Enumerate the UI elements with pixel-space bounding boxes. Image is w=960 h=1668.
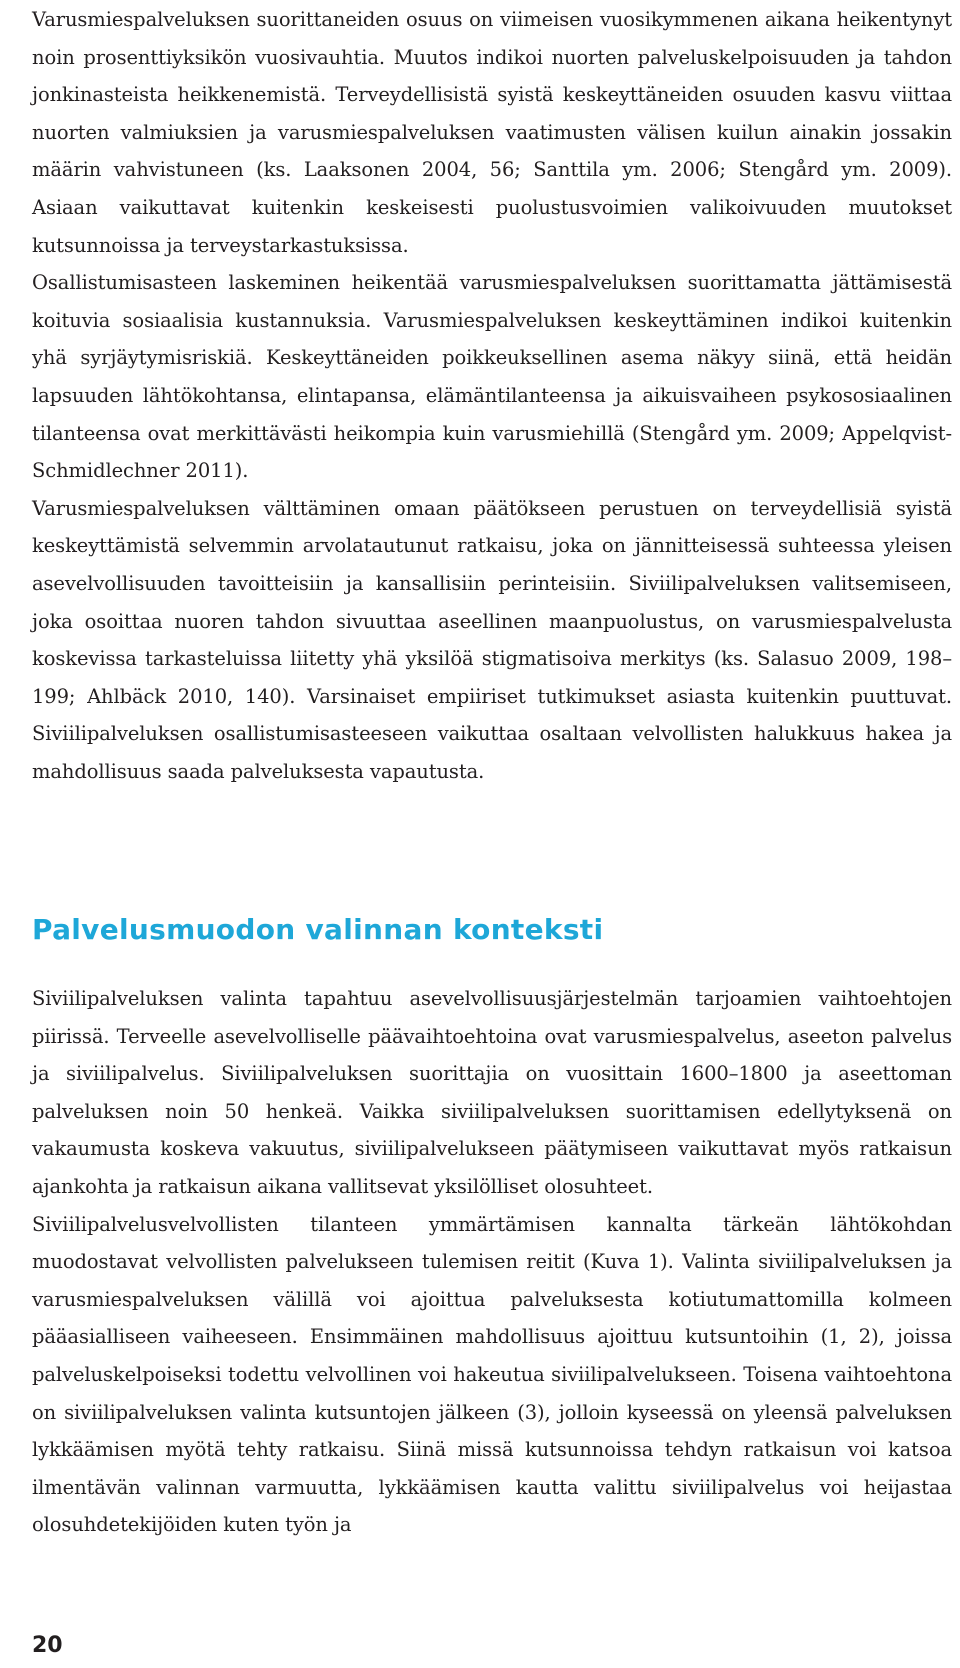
page-number: 20 bbox=[32, 1633, 63, 1658]
body-paragraph: Siviilipalvelusvelvollisten tilanteen ymmärtämisen kannalta tärkeän lähtökohdan muodostavat velvollisten palvelukseen tulemisen reitit (Kuva 1). Valinta siviilipalveluksen ja varusmiespalveluksen välillä voi ajoittua palveluksesta kotiutumattomilla kolmeen pääasialliseen vaiheeseen. Ensimmäinen mahdollisuus ajoittuu kutsuntoihin (1, 2), joissa palveluskelpoiseksi todettu velvollinen voi hakeutua siviilipalvelukseen. Toisena vaihtoehtona on siviilipalveluksen valinta kutsuntojen jälkeen (3), jolloin kyseessä on yleensä palveluksen lykkäämisen myötä tehty ratkaisu. Siinä missä kutsunnoissa tehdyn ratkaisun voi katsoa ilmentävän valinnan varmuutta, lykkäämisen kautta valittu siviilipalvelus voi heijastaa olosuhdetekijöiden kuten työn ja bbox=[32, 1212, 952, 1537]
body-paragraph: Siviilipalveluksen valinta tapahtuu asevelvollisuusjärjestelmän tarjoamien vaihtoehtojen piirissä. Terveelle asevelvolliselle päävaihtoehtoina ovat varusmiespalvelus, aseeton palvelus ja siviilipalvelus. Siviilipalveluksen suorittajia on vuosittain 1600–1800 ja aseettoman palveluksen noin 50 henkeä. Vaikka siviilipalveluksen suorittamisen edellytyksenä on vakaumusta koskeva vakuutus, siviilipalvelukseen päätymiseen vaikuttavat myös ratkaisun ajankohta ja ratkaisun aikana vallitsevat yksilölliset olosuhteet. bbox=[32, 987, 952, 1198]
body-paragraph: Osallistumisasteen laskeminen heikentää varusmiespalveluksen suorittamatta jättämisestä koituvia sosiaalisia kustannuksia. Varusmiespalveluksen keskeyttäminen indikoi kuitenkin yhä syrjäytymisriskiä. Keskeyttäneiden poikkeuksellinen asema näkyy siinä, että heidän lapsuuden lähtökohtansa, elintapansa, elämäntilanteensa ja aikuisvaiheen psykososiaalinen tilanteensa ovat merkittävästi heikompia kuin varusmiehillä (Stengård ym. 2009; Appelqvist-Schmidlechner 2011). bbox=[32, 271, 952, 483]
body-paragraph: Varusmiespalveluksen välttäminen omaan päätökseen perustuen on terveydellisiä syistä keskeyttämistä selvemmin arvolatautunut ratkaisu, joka on jännitteisessä suhteessa yleisen asevelvollisuuden tavoitteisiin ja kansallisiin perinteisiin. Siviilipalveluksen valitsemiseen, joka osoittaa nuoren tahdon sivuuttaa aseellinen maanpuolustus, on varusmiespalvelusta koskevissa tarkasteluissa liitetty yhä yksilöä stigmatisoiva merkitys (ks. Salasuo 2009, 198–199; Ahlbäck 2010, 140). Varsinaiset empiiriset tutkimukset asiasta kuitenkin puuttuvat. Siviilipalveluksen osallistumisasteeseen vaikuttaa osaltaan velvollisten halukkuus hakea ja mahdollisuus saada palveluksesta vapautusta. bbox=[32, 496, 952, 783]
body-paragraph: Varusmiespalveluksen suorittaneiden osuus on viimeisen vuosikymmenen aikana heikentynyt noin prosenttiyksikön vuosivauhtia. Muutos indikoi nuorten palveluskelpoisuuden ja tahdon jonkinasteista heikkenemistä. Terveydellisistä syistä keskeyttäneiden osuuden kasvu viittaa nuorten valmiuksien ja varusmiespalveluksen vaatimusten välisen kuilun ainakin jossakin määrin vahvistuneen (ks. Laaksonen 2004, 56; Santtila ym. 2006; Stengård ym. 2009). Asiaan vaikuttavat kuitenkin keskeisesti puolustusvoimien valikoivuuden muutokset kutsunnoissa ja terveystarkastuksissa. bbox=[32, 8, 952, 257]
section-heading: Palvelusmuodon valinnan konteksti bbox=[32, 913, 604, 946]
body-section-before-heading bbox=[32, 1, 952, 790]
body-section-after-heading bbox=[32, 980, 952, 1544]
